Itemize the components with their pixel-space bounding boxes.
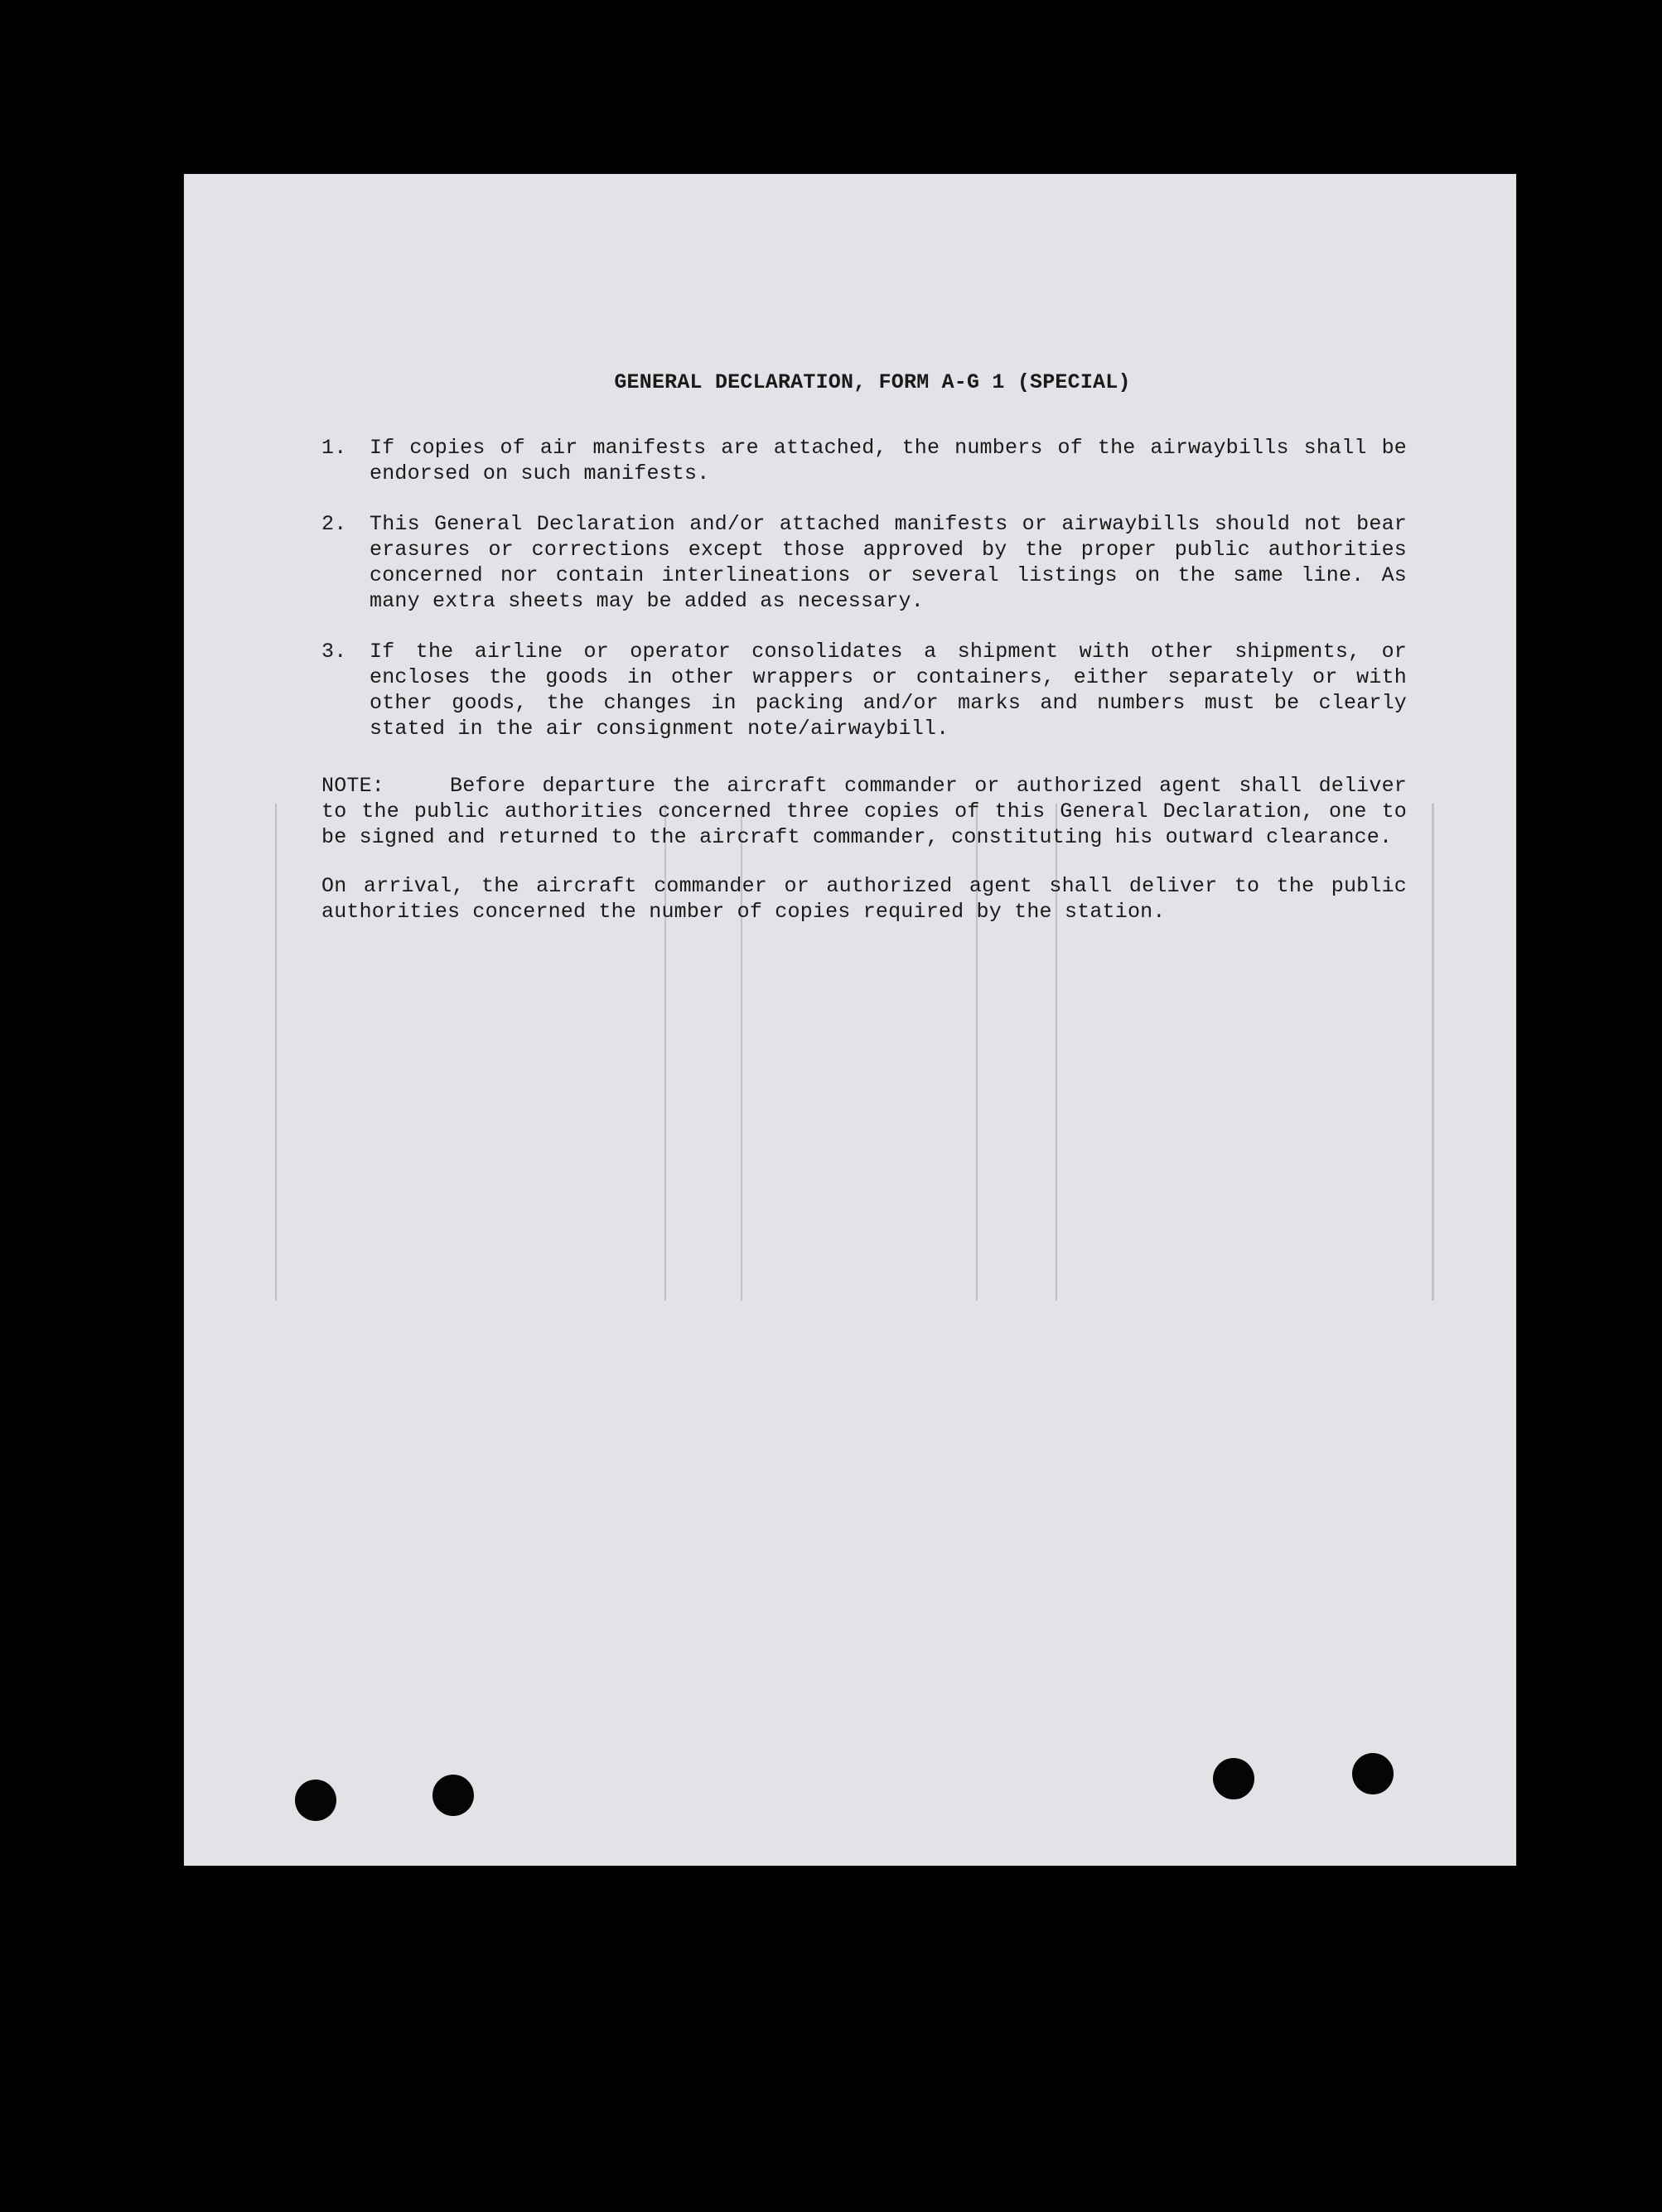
note-label: NOTE: [321, 774, 385, 798]
item-text: If the airline or operator consolidates a shipment with other shipments, or encloses the goods in other wrappers or containers, either separately or with other goods, the changes in packing and/or marks and numbers must be clearly stated in the air consignment note/airwaybill. [370, 640, 1407, 741]
arrival-paragraph: On arrival, the aircraft commander or authorized agent shall deliver to the public authorities concerned the number of copies required by the station. [321, 874, 1407, 924]
document-title: GENERAL DECLARATION, FORM A-G 1 (SPECIAL) [614, 370, 1131, 394]
note-text: Before departure the aircraft commander or authorized agent shall deliver to the public authorities concerned three copies of this General Declaration, one to be signed and returned to the aircraft commander, constituting his outward clearance. [321, 774, 1407, 849]
punch-hole [432, 1775, 474, 1816]
punch-hole [1352, 1753, 1394, 1794]
punch-hole [295, 1780, 336, 1821]
item-text: If copies of air manifests are attached, the numbers of the airwaybills shall be endorsed on such manifests. [370, 436, 1407, 485]
document-page [184, 174, 1516, 1866]
bleed-through-line [275, 804, 277, 1301]
bleed-through-line [1432, 804, 1434, 1301]
declaration-text [305, 369, 1407, 925]
list-item [305, 511, 1407, 614]
note-paragraph [305, 773, 1407, 850]
list-item [305, 639, 1407, 741]
item-number: 1. [321, 436, 347, 460]
item-number: 3. [321, 640, 347, 664]
item-text: This General Declaration and/or attached manifests or airwaybills should not bear erasures or corrections except those approved by the proper public authorities concerned nor contain interlineations or several listings on the same line. As many extra sheets may be added as necessary. [370, 512, 1407, 613]
punch-hole [1213, 1758, 1254, 1799]
item-number: 2. [321, 512, 347, 536]
list-item [305, 435, 1407, 486]
